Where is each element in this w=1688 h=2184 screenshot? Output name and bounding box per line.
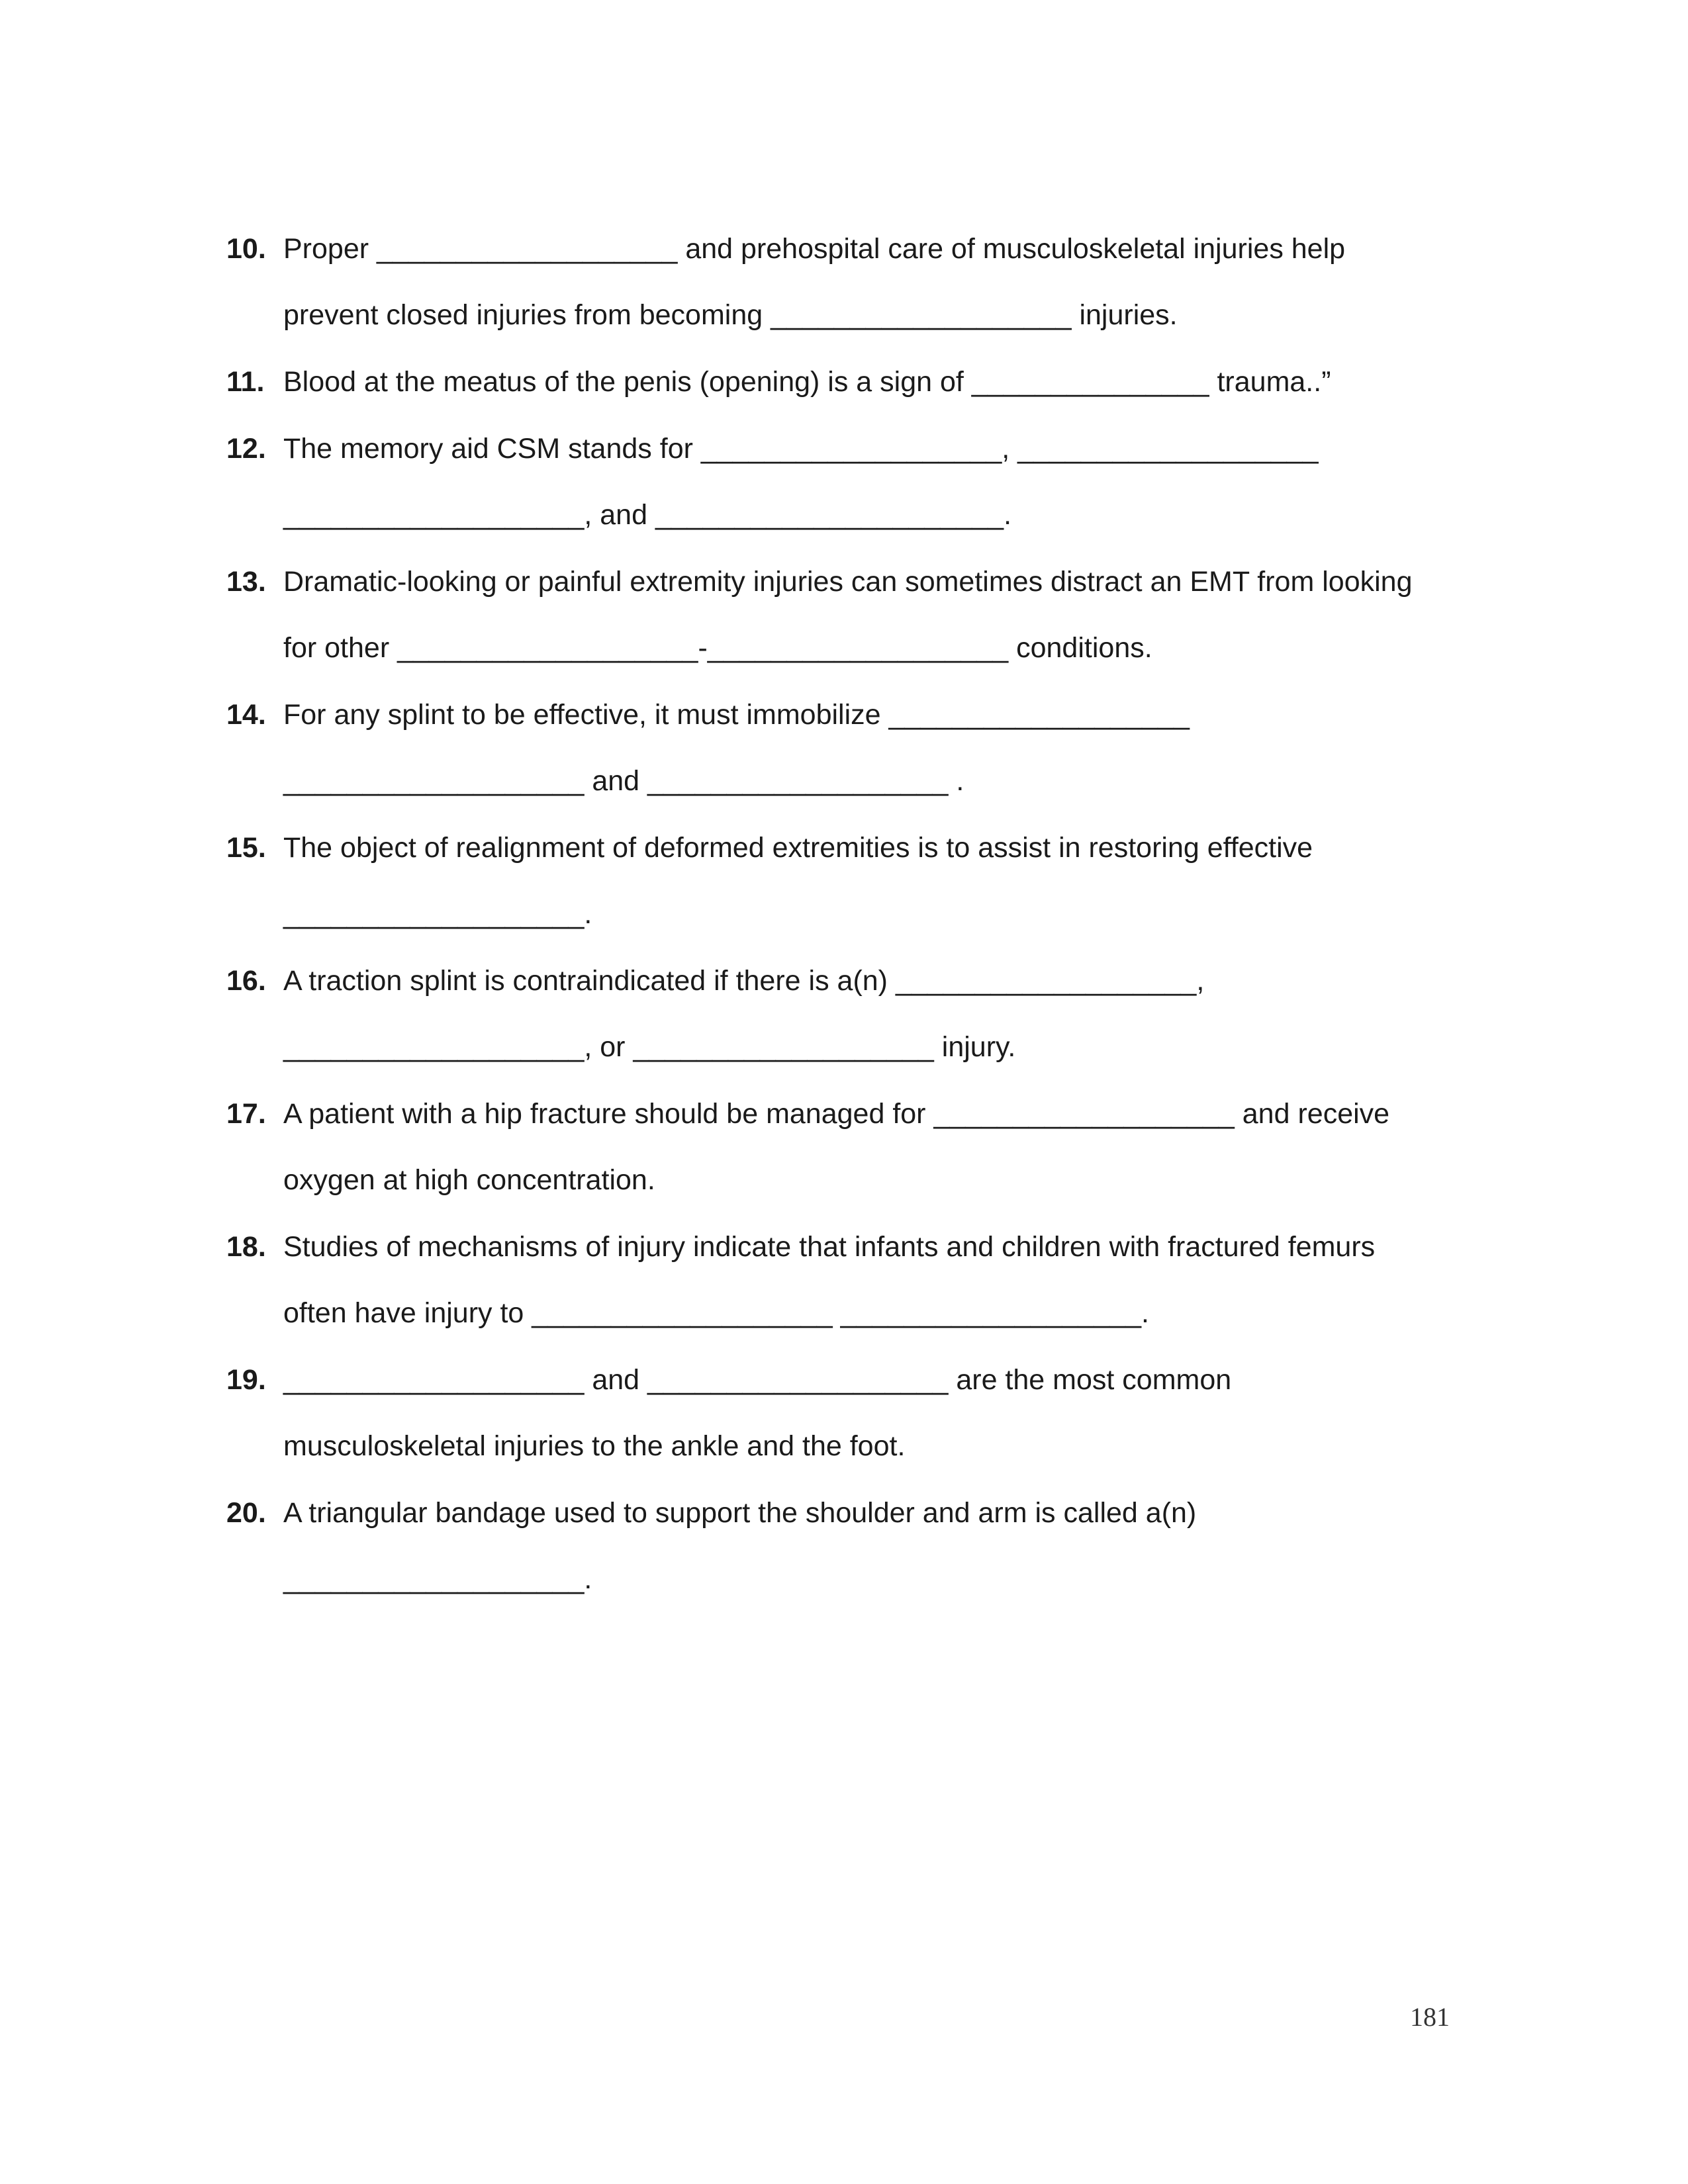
- question-text: A traction splint is contraindicated if there is a(n) ___________________,: [283, 965, 1205, 997]
- question-number: 18.: [226, 1231, 266, 1263]
- question-text: The object of realignment of deformed extremities is to assist in restoring effective: [283, 832, 1313, 864]
- question-19: [0, 1360, 1232, 1400]
- question-text: Studies of mechanisms of injury indicate that infants and children with fractured femurs: [283, 1231, 1376, 1263]
- question-10-continued: [0, 295, 1178, 335]
- question-20-continued: [0, 1559, 592, 1599]
- question-text: ___________________ and ___________________ .: [283, 765, 964, 797]
- question-text: ___________________.: [283, 898, 592, 930]
- question-17-continued: [0, 1160, 655, 1200]
- question-text: The memory aid CSM stands for ___________________, ___________________: [283, 433, 1319, 465]
- question-text: Dramatic-looking or painful extremity injuries can sometimes distract an EMT from looking: [283, 566, 1413, 598]
- question-13: [0, 562, 1413, 602]
- question-text: ___________________, and ______________________.: [283, 499, 1012, 531]
- question-10: [0, 229, 1346, 269]
- question-12-continued: [0, 495, 1012, 535]
- question-number: 11.: [226, 366, 265, 398]
- question-text: ___________________, or ___________________ injury.: [283, 1031, 1016, 1063]
- question-text: musculoskeletal injuries to the ankle and the foot.: [283, 1430, 906, 1462]
- question-text: prevent closed injuries from becoming ___________________ injuries.: [283, 299, 1178, 331]
- question-16: [0, 961, 1205, 1001]
- question-number: 17.: [226, 1098, 266, 1130]
- question-19-continued: [0, 1426, 906, 1466]
- question-text: A triangular bandage used to support the shoulder and arm is called a(n): [283, 1497, 1197, 1529]
- question-number: 12.: [226, 433, 266, 465]
- question-text: for other ___________________-___________________ conditions.: [283, 632, 1152, 664]
- question-number: 13.: [226, 566, 266, 598]
- question-14-continued: [0, 761, 964, 801]
- question-text: For any splint to be effective, it must immobilize ___________________: [283, 699, 1190, 731]
- question-13-continued: [0, 628, 1152, 668]
- question-number: 15.: [226, 832, 266, 864]
- question-text: often have injury to ___________________ ___________________.: [283, 1297, 1149, 1329]
- page-number: 181: [1410, 2002, 1450, 2032]
- question-18-continued: [0, 1293, 1149, 1333]
- question-14: [0, 695, 1190, 735]
- question-text: ___________________ and ___________________ are the most common: [283, 1364, 1232, 1396]
- question-11: [0, 362, 1331, 402]
- question-16-continued: [0, 1027, 1016, 1067]
- question-15: [0, 828, 1313, 868]
- question-18: [0, 1227, 1376, 1267]
- question-number: 20.: [226, 1497, 266, 1529]
- question-number: 10.: [226, 233, 266, 265]
- question-15-continued: [0, 894, 592, 934]
- question-17: [0, 1094, 1390, 1134]
- question-number: 16.: [226, 965, 266, 997]
- question-number: 19.: [226, 1364, 266, 1396]
- question-text: Blood at the meatus of the penis (opening) is a sign of _______________ trauma..”: [283, 366, 1331, 398]
- question-text: ___________________.: [283, 1563, 592, 1595]
- question-text: Proper ___________________ and prehospital care of musculoskeletal injuries help: [283, 233, 1346, 265]
- question-text: A patient with a hip fracture should be managed for ___________________ and receive: [283, 1098, 1390, 1130]
- question-12: [0, 429, 1319, 469]
- question-text: oxygen at high concentration.: [283, 1164, 655, 1196]
- question-number: 14.: [226, 699, 266, 731]
- question-20: [0, 1493, 1197, 1533]
